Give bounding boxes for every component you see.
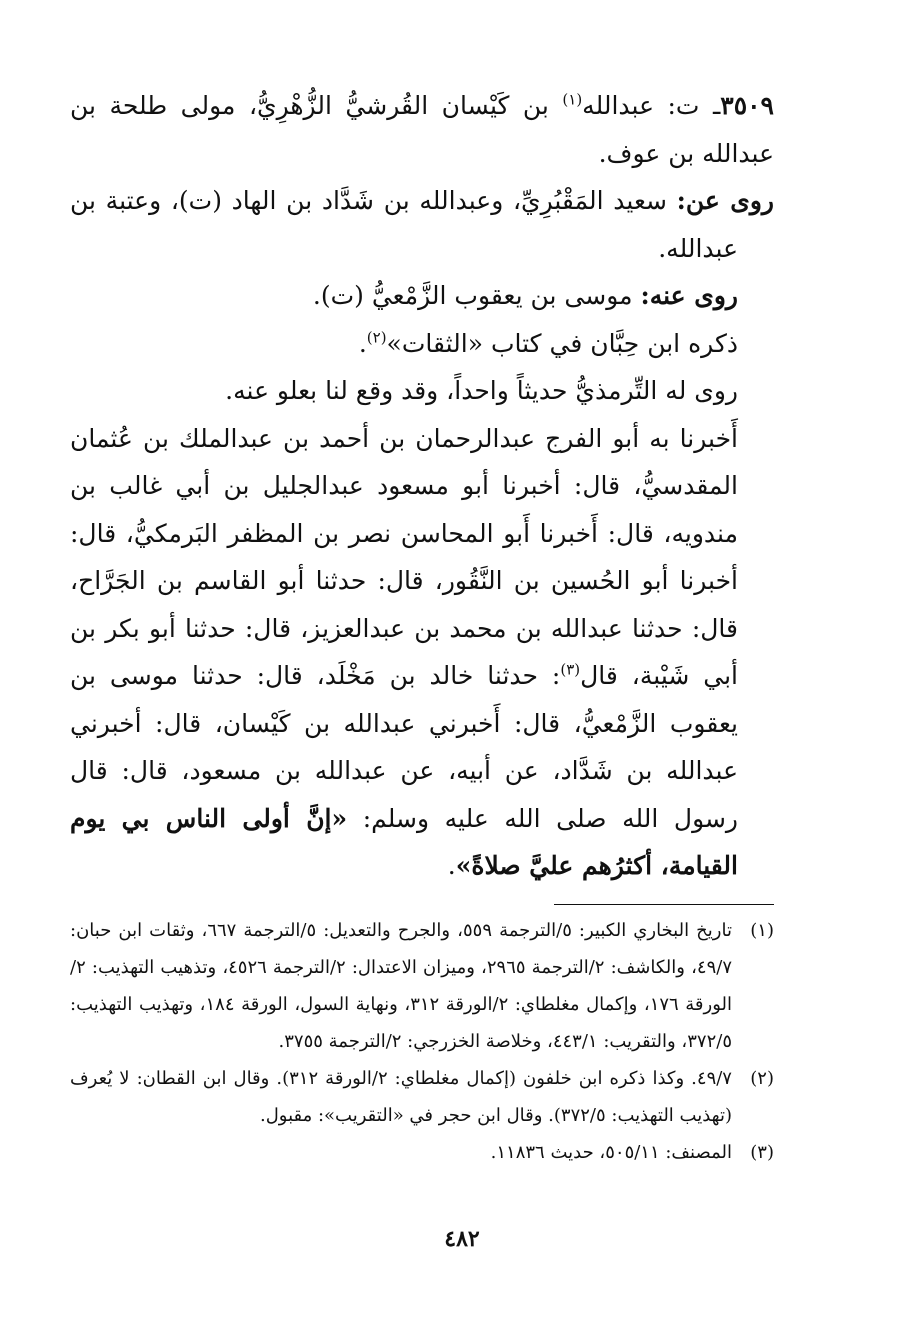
entry-number: ٣٥٠٩ <box>720 91 774 120</box>
footnote-number: (١) <box>750 920 774 941</box>
footnotes <box>70 912 774 1171</box>
isnad-text-1: أَخبرنا به أبو الفرج عبدالرحمان بن أحمد بن عبدالملك بن عُثمان المقدسيُّ، قال: أخبرنا أبو مسعود عبدالجليل بن أبي غالب بن مندويه، قال: أَخبرنا أَبو المحاسن نصر بن المظفر البَرمكيُّ، قال: أخبرنا أبو الحُسين بن النَّقُور، قال: حدثنا أبو القاسم بن الجَرَّاح، قال: حدثنا عبدالله بن محمد بن عبدالعزيز، قال: حدثنا أبو بكر بن أبي شَيْبة، قال <box>70 423 738 690</box>
dhakarahu <box>70 320 774 368</box>
entry-name-rest: بن كَيْسان القُرشيُّ الزُّهْرِيُّ، مولى طلحة بن عبدالله بن عوف. <box>70 91 774 168</box>
footnote-ref-1: (١) <box>562 90 583 109</box>
page-number: ٤٨٢ <box>444 1226 480 1252</box>
footnote-ref-3: (٣) <box>560 660 581 679</box>
rawa-an <box>70 177 774 272</box>
footnote-divider <box>554 904 774 905</box>
dhakarahu-text: ذكره ابن حِبَّان في كتاب «الثقات» <box>386 328 738 358</box>
isnad-end: . <box>447 851 456 880</box>
entry-header <box>70 82 774 177</box>
footnote <box>70 1060 774 1134</box>
rawa-anhu <box>70 272 774 320</box>
rawa-an-label: روى عن: <box>676 186 774 215</box>
footnote <box>70 912 774 1060</box>
rawa-an-text: سعيد المَقْبُرِيِّ، وعبدالله بن شَدَّاد بن الهاد (ت)، وعتبة بن عبدالله. <box>70 186 738 263</box>
isnad-text-2: : حدثنا خالد بن مَخْلَد، قال: حدثنا موسى بن يعقوب الزَّمْعيُّ، قال: أَخبرني عبدالله بن كَيْسان، قال: أخبرني عبدالله بن شَدَّاد، عن أبيه، عن عبدالله بن مسعود، قال: قال رسول الله صلى الله عليه وسلم: <box>70 661 738 833</box>
footnote-number: (٢) <box>750 1068 774 1089</box>
main-text <box>70 82 774 890</box>
rawa-anhu-label: روى عنه: <box>640 281 738 310</box>
isnad <box>70 415 774 890</box>
hadith-text: «إنَّ أولى الناس بي يوم القيامة، أكثرُهم عليَّ صلاةً» <box>70 803 738 880</box>
entry-name: ـ ت: عبدالله <box>582 91 721 120</box>
footnote-text: تاريخ البخاري الكبير: ٥/الترجمة ٥٥٩، والجرح والتعديل: ٥/الترجمة ٦٦٧، وثقات ابن حبان: ٤٩/٧، والكاشف: ٢/الترجمة ٢٩٦٥، وميزان الاعتدال: ٢/الترجمة ٤٥٢٦، وتذهيب التهذيب: ٢/الورقة ١٧٦، وإكمال مغلطاي: ٢/الورقة ٣١٢، ونهاية السول، الورقة ١٨٤، وتهذيب التهذيب: ٣٧٢/٥، والتقريب: ٤٤٣/١، وخلاصة الخزرجي: ٢/الترجمة ٣٧٥٥. <box>70 920 732 1052</box>
rawa-lahu: روى له التِّرمذيُّ حديثاً واحداً، وقد وقع لنا بعلو عنه. <box>225 376 738 405</box>
footnote-text: المصنف: ٥٠٥/١١، حديث ١١٨٣٦. <box>490 1142 732 1163</box>
rawa-anhu-text: موسى بن يعقوب الزَّمْعيُّ (ت). <box>312 281 641 310</box>
footnote-text: ٤٩/٧. وكذا ذكره ابن خلفون (إكمال مغلطاي: ٢/الورقة ٣١٢). وقال ابن القطان: لا يُعرف (تهذيب التهذيب: ٣٧٢/٥). وقال ابن حجر في «التقريب»: مقبول. <box>70 1068 732 1126</box>
footnote-number: (٣) <box>750 1142 774 1163</box>
footnote-ref-2: (٢) <box>366 328 387 347</box>
footnote <box>70 1134 774 1171</box>
dhakarahu-end: . <box>358 328 367 358</box>
